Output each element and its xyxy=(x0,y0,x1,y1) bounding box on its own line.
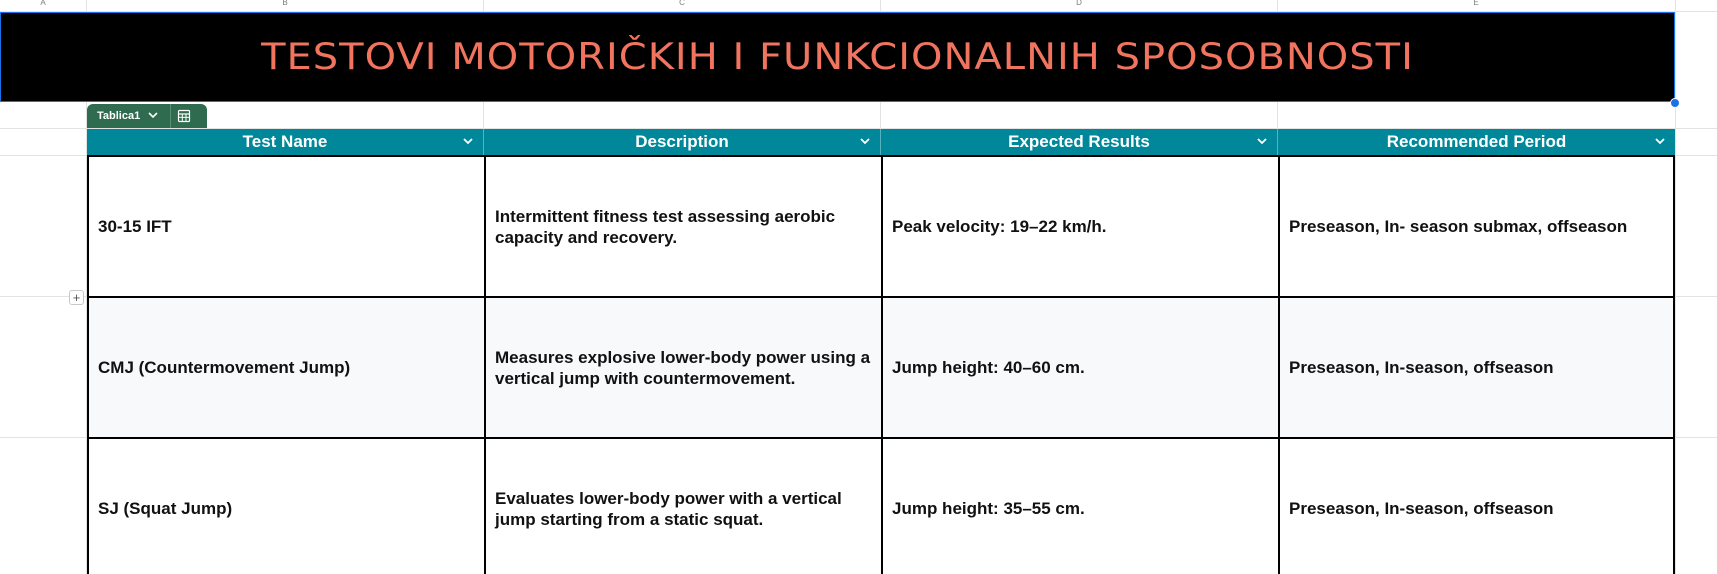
gridline xyxy=(0,437,87,438)
table-name-chip[interactable] xyxy=(87,104,207,128)
cell-description[interactable]: Intermittent fitness test assessing aerobic capacity and recovery. xyxy=(486,157,883,296)
selection-fill-handle[interactable] xyxy=(1670,98,1680,108)
plus-icon: + xyxy=(72,290,81,305)
add-row-button[interactable] xyxy=(69,290,84,305)
cell-expected-results[interactable]: Jump height: 35–55 cm. xyxy=(883,439,1280,574)
header-label: Expected Results xyxy=(1008,132,1150,151)
header-label: Recommended Period xyxy=(1386,132,1567,151)
sheet-title: TESTOVI MOTORIČKIH I FUNKCIONALNIH SPOSOBNOSTI xyxy=(261,35,1414,79)
table-name-dropdown[interactable] xyxy=(97,104,164,128)
table-name-label: Tablica1 xyxy=(97,110,141,122)
cell-recommended-period[interactable]: Preseason, In-season, offseason xyxy=(1280,298,1675,437)
cell-recommended-period[interactable]: Preseason, In- season submax, offseason xyxy=(1280,157,1675,296)
gridline xyxy=(1675,0,1676,574)
chevron-down-icon xyxy=(148,111,158,121)
cell-description[interactable]: Measures explosive lower-body power using a vertical jump with countermovement. xyxy=(486,298,883,437)
gridline xyxy=(880,102,881,129)
chevron-down-icon[interactable] xyxy=(461,134,475,148)
gridline xyxy=(483,102,484,129)
column-header-a[interactable]: A xyxy=(40,0,46,7)
column-header-b[interactable]: B xyxy=(282,0,288,7)
cell-recommended-period[interactable]: Preseason, In-season, offseason xyxy=(1280,439,1675,574)
gridline xyxy=(1676,296,1717,297)
column-header-d[interactable]: D xyxy=(1076,0,1082,7)
column-header-c[interactable]: C xyxy=(679,0,685,7)
table-header-row xyxy=(87,129,1675,155)
cell-expected-results[interactable]: Peak velocity: 19–22 km/h. xyxy=(883,157,1280,296)
chevron-down-icon[interactable] xyxy=(1653,134,1667,148)
cell-description[interactable]: Evaluates lower-body power with a vertical jump starting from a static squat. xyxy=(486,439,883,574)
chevron-down-icon[interactable] xyxy=(858,134,872,148)
cell-test-name[interactable]: SJ (Squat Jump) xyxy=(89,439,486,574)
cell-expected-results[interactable]: Jump height: 40–60 cm. xyxy=(883,298,1280,437)
header-description[interactable] xyxy=(484,129,881,155)
chevron-down-icon[interactable] xyxy=(1255,134,1269,148)
header-expected-results[interactable] xyxy=(881,129,1278,155)
gridline xyxy=(1277,102,1278,129)
header-test-name[interactable] xyxy=(87,129,484,155)
cell-test-name[interactable]: 30-15 IFT xyxy=(89,157,486,296)
column-headers xyxy=(0,0,1717,10)
gridline xyxy=(0,155,87,156)
title-banner-cell[interactable] xyxy=(0,12,1675,102)
column-header-e[interactable]: E xyxy=(1473,0,1479,7)
table-body xyxy=(87,155,1675,574)
cell-test-name[interactable]: CMJ (Countermovement Jump) xyxy=(89,298,486,437)
table-row xyxy=(89,157,1675,298)
gridline xyxy=(1676,155,1717,156)
table-view-icon[interactable] xyxy=(171,104,197,128)
header-label: Description xyxy=(635,132,729,151)
header-label: Test Name xyxy=(242,132,328,151)
table-row xyxy=(89,298,1675,439)
table-row xyxy=(89,439,1675,574)
header-recommended-period[interactable] xyxy=(1278,129,1675,155)
gridline xyxy=(1676,437,1717,438)
